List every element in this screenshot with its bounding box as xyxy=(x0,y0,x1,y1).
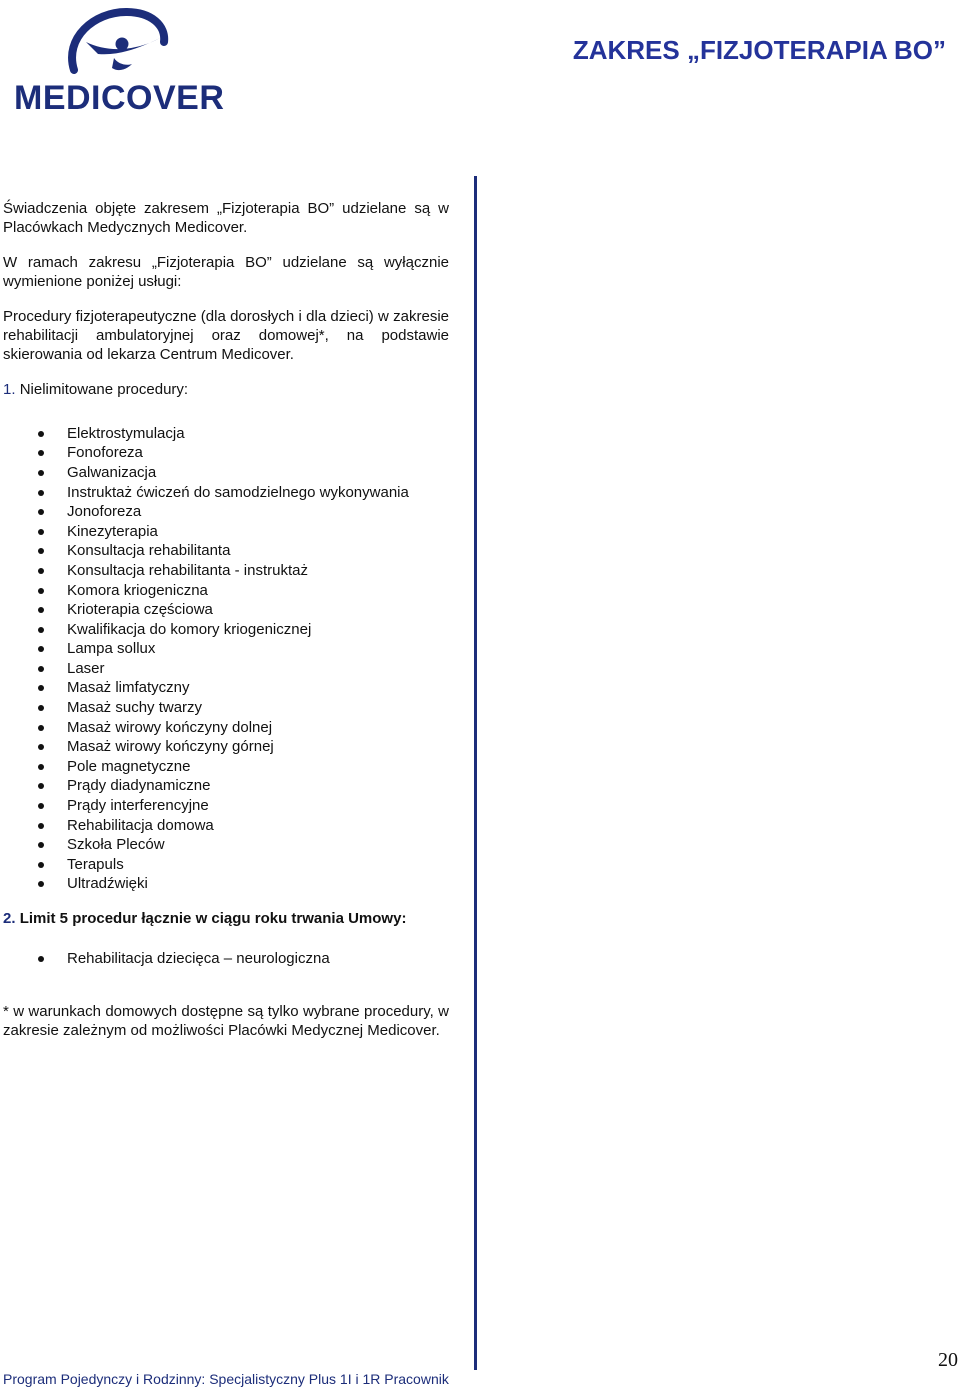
bullet-icon xyxy=(38,568,44,574)
bullet-icon xyxy=(38,764,44,770)
list-item: Instruktaż ćwiczeń do samodzielnego wykonywania xyxy=(3,483,449,503)
bullet-icon xyxy=(38,783,44,789)
list-item: Laser xyxy=(3,659,449,679)
intro-paragraph-1: Świadczenia objęte zakresem „Fizjoterapia BO” udzielane są w Placówkach Medycznych Medicover. xyxy=(3,200,449,236)
bullet-icon xyxy=(38,529,44,535)
vertical-divider xyxy=(474,176,477,1370)
list-item: Lampa sollux xyxy=(3,639,449,659)
list-item: Masaż wirowy kończyny dolnej xyxy=(3,718,449,738)
section-1-list xyxy=(3,424,449,894)
footnote: * w warunkach domowych dostępne są tylko wybrane procedury, w zakresie zależnym od możliwości Placówki Medycznej Medicover. xyxy=(3,1003,449,1039)
list-item: Rehabilitacja domowa xyxy=(3,816,449,836)
bullet-icon xyxy=(38,548,44,554)
list-item: Kinezyterapia xyxy=(3,522,449,542)
list-item: Szkoła Pleców xyxy=(3,835,449,855)
bullet-icon xyxy=(38,803,44,809)
bullet-icon xyxy=(38,431,44,437)
page-title: ZAKRES „FIZJOTERAPIA BO” xyxy=(572,35,946,65)
bullet-icon xyxy=(38,881,44,887)
list-item: Konsultacja rehabilitanta xyxy=(3,541,449,561)
bullet-icon xyxy=(38,646,44,652)
section-1-title: Nielimitowane procedury: xyxy=(19,381,189,399)
intro-paragraph-3: Procedury fizjoterapeutyczne (dla dorosłych i dla dzieci) w zakresie rehabilitacji ambulatoryjnej oraz domowej*, na podstawie skierowania od lekarza Centrum Medicover. xyxy=(3,308,449,363)
list-item: Pole magnetyczne xyxy=(3,757,449,777)
bullet-icon xyxy=(38,450,44,456)
bullet-icon xyxy=(38,666,44,672)
list-item: Elektrostymulacja xyxy=(3,424,449,444)
page-number: 20 xyxy=(938,1349,958,1371)
list-item: Masaż wirowy kończyny górnej xyxy=(3,737,449,757)
list-item: Prądy diadynamiczne xyxy=(3,776,449,796)
bullet-icon xyxy=(38,588,44,594)
section-2-heading xyxy=(3,910,449,929)
bullet-icon xyxy=(38,627,44,633)
list-item: Terapuls xyxy=(3,855,449,875)
logo-wordmark: MEDICOVER xyxy=(14,79,225,117)
bullet-icon xyxy=(38,685,44,691)
bullet-icon xyxy=(38,705,44,711)
list-item: Galwanizacja xyxy=(3,463,449,483)
list-item: Kwalifikacja do komory kriogenicznej xyxy=(3,620,449,640)
list-item: Masaż suchy twarzy xyxy=(3,698,449,718)
section-2-number: 2. xyxy=(3,910,16,927)
list-item: Fonoforeza xyxy=(3,443,449,463)
section-1-number: 1. xyxy=(3,381,16,399)
intro-paragraph-2: W ramach zakresu „Fizjoterapia BO” udzielane są wyłącznie wymienione poniżej usługi: xyxy=(3,254,449,290)
bullet-icon xyxy=(38,862,44,868)
medicover-figure-icon xyxy=(14,8,216,78)
bullet-icon xyxy=(38,823,44,829)
section-1-heading xyxy=(3,381,449,400)
medicover-logo xyxy=(14,8,225,117)
list-item: Krioterapia częściowa xyxy=(3,600,449,620)
list-item: Ultradźwięki xyxy=(3,874,449,894)
footer-program: Program Pojedynczy i Rodzinny: Specjalistyczny Plus 1I i 1R Pracownik xyxy=(3,1371,449,1387)
bullet-icon xyxy=(38,509,44,515)
bullet-icon xyxy=(38,607,44,613)
list-item: Masaż limfatyczny xyxy=(3,678,449,698)
section-2-list xyxy=(3,949,449,969)
document-body xyxy=(3,200,449,1040)
section-2-title: Limit 5 procedur łącznie w ciągu roku trwania Umowy: xyxy=(19,910,407,927)
list-item: Rehabilitacja dziecięca – neurologiczna xyxy=(3,949,449,969)
bullet-icon xyxy=(38,470,44,476)
bullet-icon xyxy=(38,490,44,496)
list-item: Prądy interferencyjne xyxy=(3,796,449,816)
bullet-icon xyxy=(38,744,44,750)
list-item: Jonoforeza xyxy=(3,502,449,522)
bullet-icon xyxy=(38,956,44,962)
list-item: Komora kriogeniczna xyxy=(3,581,449,601)
list-item: Konsultacja rehabilitanta - instruktaż xyxy=(3,561,449,581)
bullet-icon xyxy=(38,842,44,848)
bullet-icon xyxy=(38,725,44,731)
